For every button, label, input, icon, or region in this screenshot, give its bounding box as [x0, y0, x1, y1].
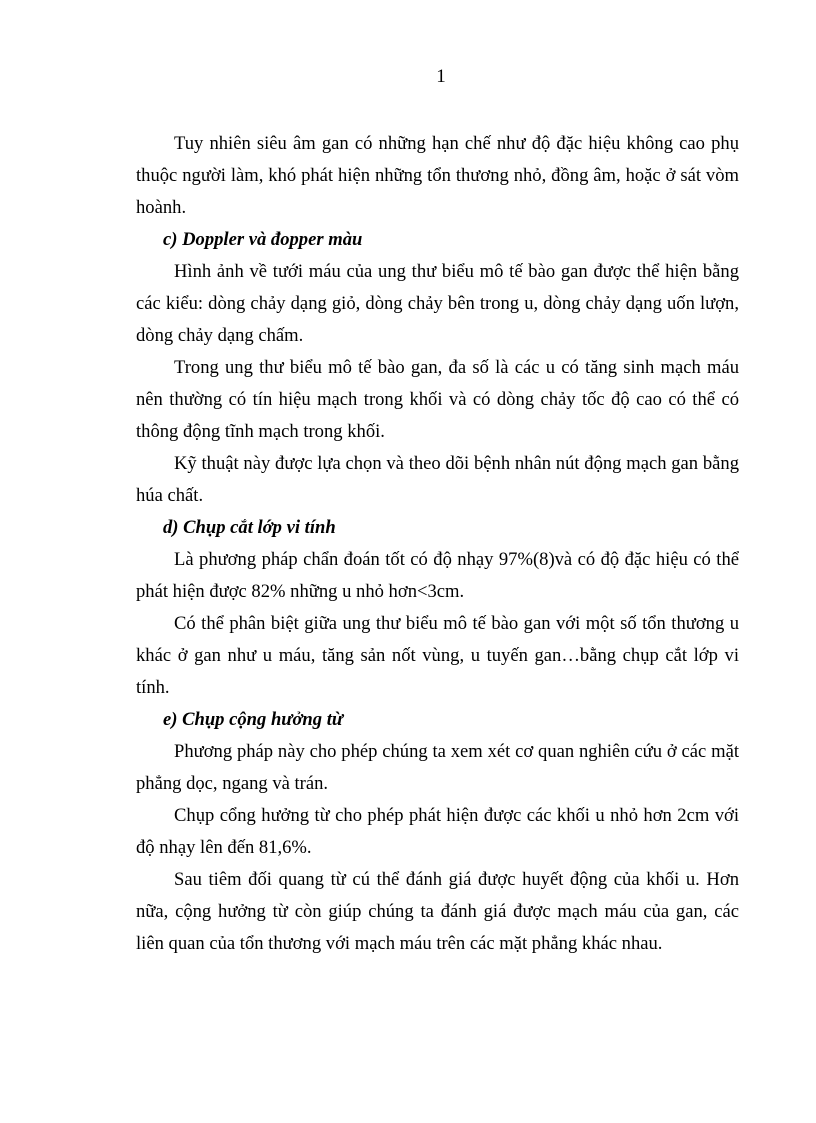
paragraph-mri-sensitivity: Chụp cổng hưởng từ cho phép phát hiện được các khối u nhỏ hơn 2cm với độ nhạy lên đến 81,6%. [136, 805, 739, 858]
section-heading-ct: d) Chụp cắt lớp vi tính [163, 517, 336, 538]
paragraph-perfusion-patterns: Hình ảnh về tưới máu của ung thư biểu mô tế bào gan được thể hiện bằng các kiểu: dòng chảy dạng giỏ, dòng chảy bên trong u, dòng chảy dạng uốn lượn, dòng chảy dạng chấm. [136, 261, 739, 346]
paragraph-ct-differentiation: Có thể phân biệt giữa ung thư biểu mô tế bào gan với một số tổn thương u khác ở gan như u máu, tăng sản nốt vùng, u tuyến gan…bằng chụp cắt lớp vi tính. [136, 613, 739, 698]
paragraph-technique-followup: Kỹ thuật này được lựa chọn và theo dõi bệnh nhân nút động mạch gan bằng húa chất. [136, 453, 739, 506]
paragraph-mri-contrast: Sau tiêm đối quang từ cú thể đánh giá được huyết động của khối u. Hơn nữa, cộng hưởng từ còn giúp chúng ta đánh giá được mạch máu của gan, các liên quan của tổn thương với mạch máu trên các mặt phẳng khác nhau. [136, 869, 739, 954]
paragraph-ct-sensitivity: Là phương pháp chẩn đoán tốt có độ nhạy 97%(8)và có độ đặc hiệu có thể phát hiện được 82% những u nhỏ hơn<3cm. [136, 549, 739, 602]
page-number: 1 [436, 66, 446, 87]
section-heading-doppler: c) Doppler và đopper màu [163, 229, 363, 250]
paragraph-mri-planes: Phương pháp này cho phép chúng ta xem xét cơ quan nghiên cứu ở các mặt phẳng dọc, ngang và trán. [136, 741, 739, 794]
paragraph-limitations: Tuy nhiên siêu âm gan có những hạn chế như độ đặc hiệu không cao phụ thuộc người làm, khó phát hiện những tổn thương nhỏ, đồng âm, hoặc ở sát vòm hoành. [136, 133, 739, 218]
paragraph-hypervascular: Trong ung thư biểu mô tế bào gan, đa số là các u có tăng sinh mạch máu nên thường có tín hiệu mạch trong khối và có dòng chảy tốc độ cao có thể có thông động tĩnh mạch trong khối. [136, 357, 739, 442]
section-heading-mri: e) Chụp cộng hưởng từ [163, 709, 344, 730]
document-body [136, 128, 739, 960]
